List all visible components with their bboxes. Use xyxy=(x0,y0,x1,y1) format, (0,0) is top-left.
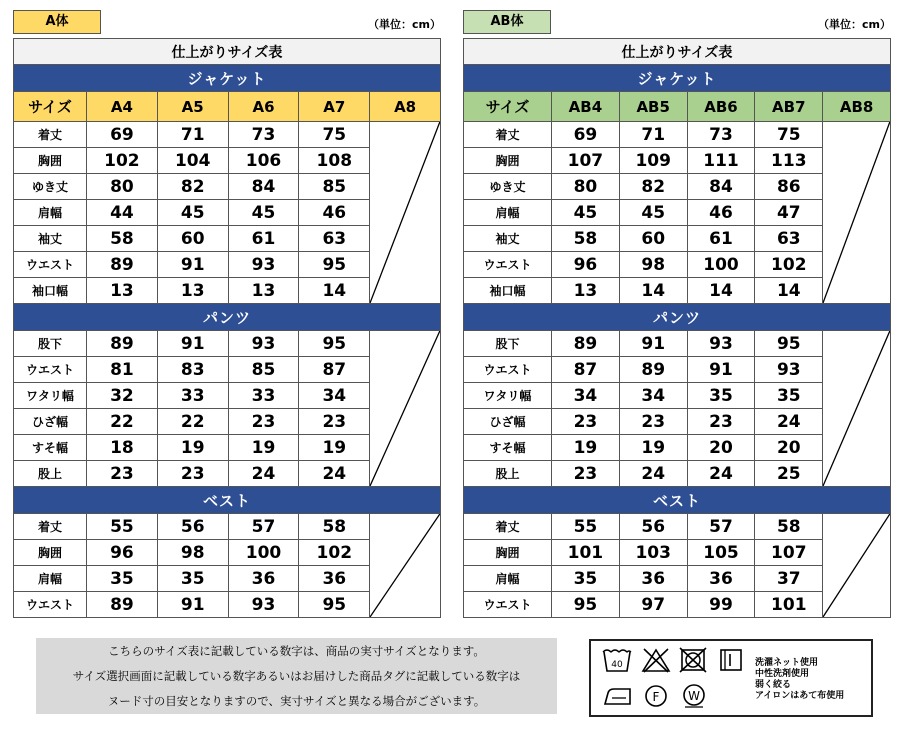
measurement-value: 19 xyxy=(228,435,299,461)
measurement-label: 着丈 xyxy=(14,122,87,148)
measurement-value: 24 xyxy=(755,409,823,435)
measurement-value: 19 xyxy=(619,435,687,461)
measurement-value: 44 xyxy=(87,200,158,226)
measurement-value: 96 xyxy=(552,252,620,278)
measurement-value: 45 xyxy=(552,200,620,226)
not-available-cell xyxy=(823,122,891,304)
measurement-value: 24 xyxy=(619,461,687,487)
measurement-value: 101 xyxy=(755,592,823,618)
measurement-value: 19 xyxy=(552,435,620,461)
measurement-label: ワタリ幅 xyxy=(14,383,87,409)
care-instruction: 中性洗剤使用 xyxy=(755,669,810,679)
measurement-value: 111 xyxy=(687,148,755,174)
measurement-value: 37 xyxy=(755,566,823,592)
measurement-value: 13 xyxy=(228,278,299,304)
not-available-cell xyxy=(823,331,891,487)
measurement-value: 34 xyxy=(619,383,687,409)
section-title: ベスト xyxy=(14,487,441,514)
measurement-value: 83 xyxy=(157,357,228,383)
measurement-value: 36 xyxy=(619,566,687,592)
measurement-note xyxy=(36,638,557,714)
measurement-label: 着丈 xyxy=(14,514,87,540)
measurement-value: 73 xyxy=(687,122,755,148)
measurement-value: 35 xyxy=(755,383,823,409)
measurement-value: 100 xyxy=(687,252,755,278)
table-row xyxy=(14,122,441,148)
measurement-value: 113 xyxy=(755,148,823,174)
measurement-value: 61 xyxy=(228,226,299,252)
not-available-cell xyxy=(823,514,891,618)
section-header-row xyxy=(14,65,441,92)
note-line: ヌード寸の目安となりますので、実寸サイズと異なる場合がございます。 xyxy=(107,694,486,708)
measurement-label: 袖丈 xyxy=(14,226,87,252)
measurement-value: 18 xyxy=(87,435,158,461)
measurement-label: 胸囲 xyxy=(14,540,87,566)
measurement-value: 86 xyxy=(755,174,823,200)
measurement-label: 股下 xyxy=(14,331,87,357)
diagonal-slash-icon xyxy=(370,331,440,486)
measurement-value: 22 xyxy=(157,409,228,435)
measurement-value: 93 xyxy=(687,331,755,357)
diagonal-slash-icon xyxy=(823,514,890,617)
wet-clean-w-icon xyxy=(681,683,707,709)
measurement-label: 股上 xyxy=(14,461,87,487)
table-row xyxy=(14,514,441,540)
measurement-value: 57 xyxy=(228,514,299,540)
size-header-row xyxy=(14,92,441,122)
measurement-value: 14 xyxy=(299,278,370,304)
measurement-value: 102 xyxy=(87,148,158,174)
section-header-row xyxy=(464,65,891,92)
measurement-value: 107 xyxy=(552,148,620,174)
measurement-value: 45 xyxy=(157,200,228,226)
table-title: 仕上がりサイズ表 xyxy=(14,39,441,65)
measurement-value: 32 xyxy=(87,383,158,409)
measurement-value: 73 xyxy=(228,122,299,148)
measurement-value: 91 xyxy=(157,331,228,357)
section-header-row xyxy=(464,304,891,331)
section-header-row xyxy=(14,487,441,514)
measurement-value: 34 xyxy=(299,383,370,409)
size-header-label: サイズ xyxy=(14,92,87,122)
not-available-cell xyxy=(370,514,441,618)
measurement-value: 23 xyxy=(552,461,620,487)
measurement-label: ひざ幅 xyxy=(464,409,552,435)
measurement-value: 61 xyxy=(687,226,755,252)
measurement-value: 80 xyxy=(552,174,620,200)
measurement-value: 58 xyxy=(552,226,620,252)
body-type-tag: AB体 xyxy=(463,10,551,34)
measurement-label: ゆき丈 xyxy=(464,174,552,200)
section-title: パンツ xyxy=(464,304,891,331)
measurement-value: 14 xyxy=(755,278,823,304)
measurement-value: 13 xyxy=(87,278,158,304)
measurement-value: 47 xyxy=(755,200,823,226)
measurement-value: 23 xyxy=(619,409,687,435)
note-line: サイズ選択画面に記載している数字あるいはお届けした商品タグに記載している数字は xyxy=(72,669,521,683)
measurement-value: 91 xyxy=(157,252,228,278)
measurement-value: 89 xyxy=(87,592,158,618)
measurement-value: 58 xyxy=(755,514,823,540)
measurement-value: 85 xyxy=(299,174,370,200)
measurement-value: 46 xyxy=(299,200,370,226)
size-column-header: AB6 xyxy=(687,92,755,122)
measurement-label: 肩幅 xyxy=(464,566,552,592)
care-instruction: 弱く絞る xyxy=(755,680,792,690)
measurement-label: 袖丈 xyxy=(464,226,552,252)
table-row xyxy=(14,331,441,357)
measurement-value: 98 xyxy=(619,252,687,278)
measurement-value: 97 xyxy=(619,592,687,618)
measurement-value: 23 xyxy=(299,409,370,435)
measurement-value: 93 xyxy=(755,357,823,383)
section-title: ベスト xyxy=(464,487,891,514)
measurement-label: 股下 xyxy=(464,331,552,357)
measurement-value: 89 xyxy=(87,331,158,357)
diagonal-slash-icon xyxy=(823,122,890,303)
measurement-value: 58 xyxy=(87,226,158,252)
measurement-value: 22 xyxy=(87,409,158,435)
measurement-value: 71 xyxy=(619,122,687,148)
measurement-value: 33 xyxy=(228,383,299,409)
measurement-label: ウエスト xyxy=(464,592,552,618)
measurement-label: 着丈 xyxy=(464,122,552,148)
table-row xyxy=(464,122,891,148)
section-title: ジャケット xyxy=(464,65,891,92)
measurement-label: ウエスト xyxy=(14,357,87,383)
measurement-value: 89 xyxy=(552,331,620,357)
measurement-value: 101 xyxy=(552,540,620,566)
measurement-value: 85 xyxy=(228,357,299,383)
section-title: ジャケット xyxy=(14,65,441,92)
measurement-value: 14 xyxy=(687,278,755,304)
measurement-value: 23 xyxy=(228,409,299,435)
size-column-header: AB4 xyxy=(552,92,620,122)
line-dry-icon xyxy=(719,648,743,672)
measurement-label: 胸囲 xyxy=(464,148,552,174)
measurement-value: 109 xyxy=(619,148,687,174)
diagonal-slash-icon xyxy=(370,514,440,617)
measurement-value: 35 xyxy=(687,383,755,409)
measurement-value: 100 xyxy=(228,540,299,566)
measurement-value: 107 xyxy=(755,540,823,566)
measurement-value: 63 xyxy=(755,226,823,252)
measurement-value: 84 xyxy=(687,174,755,200)
measurement-value: 57 xyxy=(687,514,755,540)
measurement-label: 肩幅 xyxy=(14,200,87,226)
measurement-value: 19 xyxy=(299,435,370,461)
measurement-value: 89 xyxy=(87,252,158,278)
size-column-header: A7 xyxy=(299,92,370,122)
measurement-value: 81 xyxy=(87,357,158,383)
measurement-label: 袖口幅 xyxy=(464,278,552,304)
measurement-value: 69 xyxy=(87,122,158,148)
measurement-value: 98 xyxy=(157,540,228,566)
size-column-header: AB8 xyxy=(823,92,891,122)
measurement-value: 87 xyxy=(299,357,370,383)
measurement-value: 23 xyxy=(87,461,158,487)
measurement-label: ウエスト xyxy=(14,592,87,618)
measurement-label: 肩幅 xyxy=(14,566,87,592)
measurement-label: ウエスト xyxy=(464,357,552,383)
measurement-value: 23 xyxy=(552,409,620,435)
measurement-value: 13 xyxy=(552,278,620,304)
unit-label: （単位：cm） xyxy=(818,18,891,31)
measurement-value: 35 xyxy=(552,566,620,592)
iron-icon xyxy=(602,684,634,708)
measurement-value: 80 xyxy=(87,174,158,200)
measurement-value: 56 xyxy=(619,514,687,540)
measurement-value: 91 xyxy=(619,331,687,357)
measurement-value: 95 xyxy=(755,331,823,357)
measurement-value: 34 xyxy=(552,383,620,409)
not-available-cell xyxy=(370,331,441,487)
measurement-label: すそ幅 xyxy=(464,435,552,461)
section-title: パンツ xyxy=(14,304,441,331)
measurement-value: 36 xyxy=(299,566,370,592)
wash-temp-label: 40 xyxy=(611,660,623,670)
measurement-value: 82 xyxy=(619,174,687,200)
measurement-value: 56 xyxy=(157,514,228,540)
care-instruction: アイロンはあて布使用 xyxy=(755,691,845,701)
measurement-value: 55 xyxy=(87,514,158,540)
measurement-value: 103 xyxy=(619,540,687,566)
measurement-label: 胸囲 xyxy=(464,540,552,566)
table-title-row xyxy=(464,39,891,65)
body-type-tag: A体 xyxy=(13,10,101,34)
measurement-value: 96 xyxy=(87,540,158,566)
size-table xyxy=(13,38,441,618)
measurement-label: 着丈 xyxy=(464,514,552,540)
diagonal-slash-icon xyxy=(370,122,440,303)
size-column-header: A4 xyxy=(87,92,158,122)
measurement-value: 95 xyxy=(299,252,370,278)
dry-clean-mark: F xyxy=(652,690,660,704)
measurement-label: 肩幅 xyxy=(464,200,552,226)
care-instruction: 洗濯ネット使用 xyxy=(755,658,819,668)
measurement-value: 25 xyxy=(755,461,823,487)
table-row xyxy=(464,331,891,357)
measurement-value: 20 xyxy=(755,435,823,461)
no-tumble-dry-icon xyxy=(679,647,707,673)
measurement-value: 35 xyxy=(157,566,228,592)
measurement-value: 87 xyxy=(552,357,620,383)
note-line: こちらのサイズ表に記載している数字は、商品の実寸サイズとなります。 xyxy=(108,644,485,658)
care-instructions xyxy=(755,658,844,702)
measurement-label: 股上 xyxy=(464,461,552,487)
size-table xyxy=(463,38,891,618)
measurement-value: 24 xyxy=(299,461,370,487)
measurement-label: ひざ幅 xyxy=(14,409,87,435)
wash-40-icon xyxy=(602,646,632,674)
size-header-row xyxy=(464,92,891,122)
size-column-header: A8 xyxy=(370,92,441,122)
dry-clean-f-icon xyxy=(643,683,669,709)
measurement-value: 20 xyxy=(687,435,755,461)
measurement-value: 45 xyxy=(619,200,687,226)
measurement-value: 58 xyxy=(299,514,370,540)
not-available-cell xyxy=(370,122,441,304)
measurement-label: ワタリ幅 xyxy=(464,383,552,409)
measurement-value: 99 xyxy=(687,592,755,618)
measurement-value: 93 xyxy=(228,252,299,278)
measurement-value: 33 xyxy=(157,383,228,409)
unit-label: （単位：cm） xyxy=(368,18,441,31)
measurement-value: 23 xyxy=(687,409,755,435)
measurement-value: 108 xyxy=(299,148,370,174)
measurement-value: 69 xyxy=(552,122,620,148)
no-bleach-icon xyxy=(641,647,671,673)
care-label xyxy=(589,639,873,717)
measurement-label: すそ幅 xyxy=(14,435,87,461)
measurement-value: 46 xyxy=(687,200,755,226)
measurement-value: 24 xyxy=(228,461,299,487)
measurement-value: 35 xyxy=(87,566,158,592)
measurement-value: 24 xyxy=(687,461,755,487)
measurement-label: 袖口幅 xyxy=(14,278,87,304)
section-header-row xyxy=(464,487,891,514)
size-column-header: A5 xyxy=(157,92,228,122)
measurement-value: 84 xyxy=(228,174,299,200)
measurement-value: 91 xyxy=(687,357,755,383)
measurement-label: ウエスト xyxy=(464,252,552,278)
measurement-value: 45 xyxy=(228,200,299,226)
measurement-label: ゆき丈 xyxy=(14,174,87,200)
table-title: 仕上がりサイズ表 xyxy=(464,39,891,65)
measurement-value: 14 xyxy=(619,278,687,304)
measurement-value: 105 xyxy=(687,540,755,566)
diagonal-slash-icon xyxy=(823,331,890,486)
measurement-label: 胸囲 xyxy=(14,148,87,174)
measurement-value: 60 xyxy=(619,226,687,252)
measurement-value: 102 xyxy=(299,540,370,566)
measurement-value: 75 xyxy=(755,122,823,148)
measurement-value: 23 xyxy=(157,461,228,487)
measurement-value: 89 xyxy=(619,357,687,383)
measurement-value: 95 xyxy=(299,592,370,618)
table-row xyxy=(464,514,891,540)
measurement-value: 82 xyxy=(157,174,228,200)
measurement-value: 36 xyxy=(228,566,299,592)
measurement-value: 102 xyxy=(755,252,823,278)
measurement-value: 106 xyxy=(228,148,299,174)
measurement-value: 19 xyxy=(157,435,228,461)
measurement-value: 75 xyxy=(299,122,370,148)
size-column-header: A6 xyxy=(228,92,299,122)
size-header-label: サイズ xyxy=(464,92,552,122)
size-column-header: AB7 xyxy=(755,92,823,122)
wet-clean-mark: W xyxy=(688,689,700,703)
measurement-value: 60 xyxy=(157,226,228,252)
measurement-value: 71 xyxy=(157,122,228,148)
size-column-header: AB5 xyxy=(619,92,687,122)
measurement-label: ウエスト xyxy=(14,252,87,278)
measurement-value: 13 xyxy=(157,278,228,304)
measurement-value: 104 xyxy=(157,148,228,174)
section-header-row xyxy=(14,304,441,331)
measurement-value: 93 xyxy=(228,592,299,618)
measurement-value: 93 xyxy=(228,331,299,357)
table-title-row xyxy=(14,39,441,65)
measurement-value: 55 xyxy=(552,514,620,540)
measurement-value: 95 xyxy=(552,592,620,618)
measurement-value: 36 xyxy=(687,566,755,592)
measurement-value: 95 xyxy=(299,331,370,357)
measurement-value: 63 xyxy=(299,226,370,252)
measurement-value: 91 xyxy=(157,592,228,618)
